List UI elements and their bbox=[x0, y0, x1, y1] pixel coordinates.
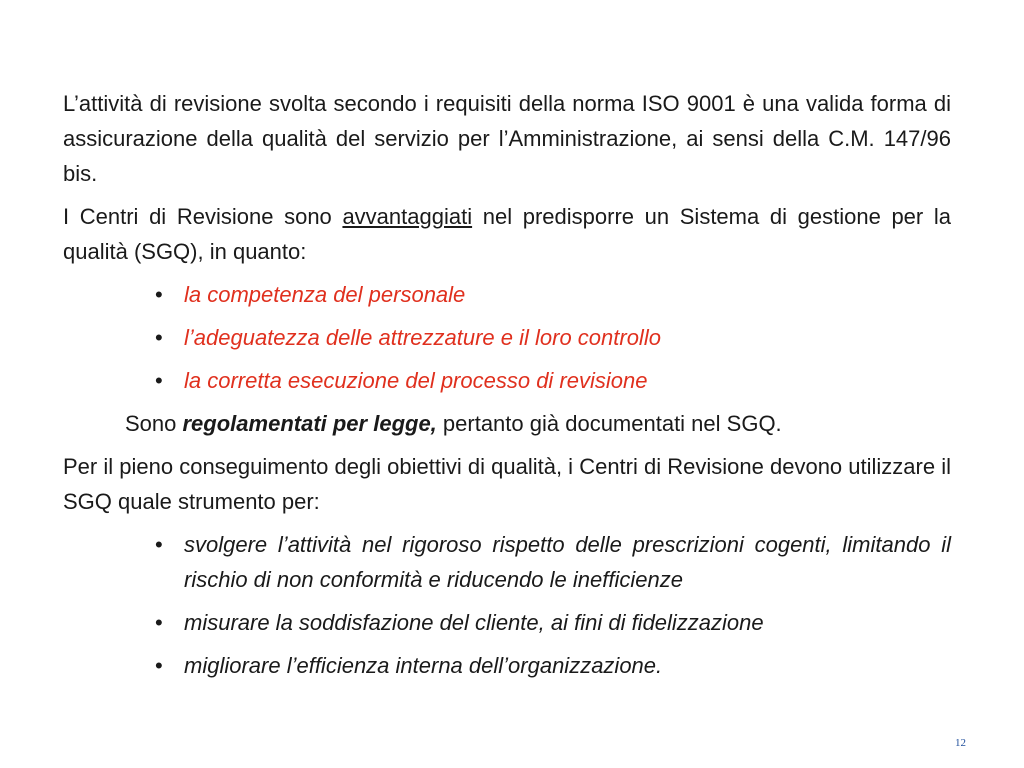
emphasized-text: regolamentati per legge, bbox=[182, 411, 437, 436]
list-item bbox=[63, 277, 951, 312]
paragraph-obiettivi: Per il pieno conseguimento degli obiettivi di qualità, i Centri di Revisione devono utilizzare il SGQ quale strumento per: bbox=[63, 454, 951, 514]
paragraph-text: nel predisporre un Sistema di gestione per la qualità (SGQ), in quanto: bbox=[63, 204, 952, 264]
list-item-text: misurare la soddisfazione del cliente, ai fini di fidelizzazione bbox=[184, 610, 764, 635]
page-number: 12 bbox=[955, 737, 966, 749]
paragraph-text: I Centri di Revisione sono bbox=[63, 204, 343, 229]
paragraph-centri-revisione bbox=[63, 199, 951, 269]
paragraph-regolamentati bbox=[125, 406, 951, 441]
paragraph-text: pertanto già documentati nel SGQ. bbox=[436, 411, 782, 436]
list-item-text: la competenza del personale bbox=[184, 282, 466, 307]
bullet-icon: • bbox=[155, 610, 163, 635]
paragraph-iso-9001: L’attività di revisione svolta secondo i requisiti della norma ISO 9001 è una valida forma di assicurazione della qualità del servizio per l’Amministrazione, ai sensi della C.M. 147/96 bis. bbox=[63, 91, 951, 186]
list-item bbox=[63, 605, 951, 640]
goals-list bbox=[63, 527, 951, 683]
list-item bbox=[63, 363, 951, 398]
list-item-text: la corretta esecuzione del processo di revisione bbox=[184, 368, 648, 393]
paragraph-text: Sono bbox=[125, 411, 183, 436]
bullet-icon: • bbox=[155, 282, 163, 307]
list-item-text: migliorare l’efficienza interna dell’organizzazione. bbox=[184, 653, 663, 678]
list-item bbox=[63, 527, 951, 597]
bullet-icon: • bbox=[155, 532, 163, 557]
bullet-icon: • bbox=[155, 368, 163, 393]
slide-content bbox=[63, 86, 951, 691]
list-item-text: svolgere l’attività nel rigoroso rispetto delle prescrizioni cogenti, limitando il rischio di non conformità e riducendo le inefficienze bbox=[184, 532, 951, 592]
list-item bbox=[63, 648, 951, 683]
bullet-icon: • bbox=[155, 325, 163, 350]
advantages-list bbox=[63, 277, 951, 398]
underlined-text: avvantaggiati bbox=[342, 204, 473, 229]
bullet-icon: • bbox=[155, 653, 163, 678]
list-item-text: l’adeguatezza delle attrezzature e il loro controllo bbox=[184, 325, 661, 350]
list-item bbox=[63, 320, 951, 355]
